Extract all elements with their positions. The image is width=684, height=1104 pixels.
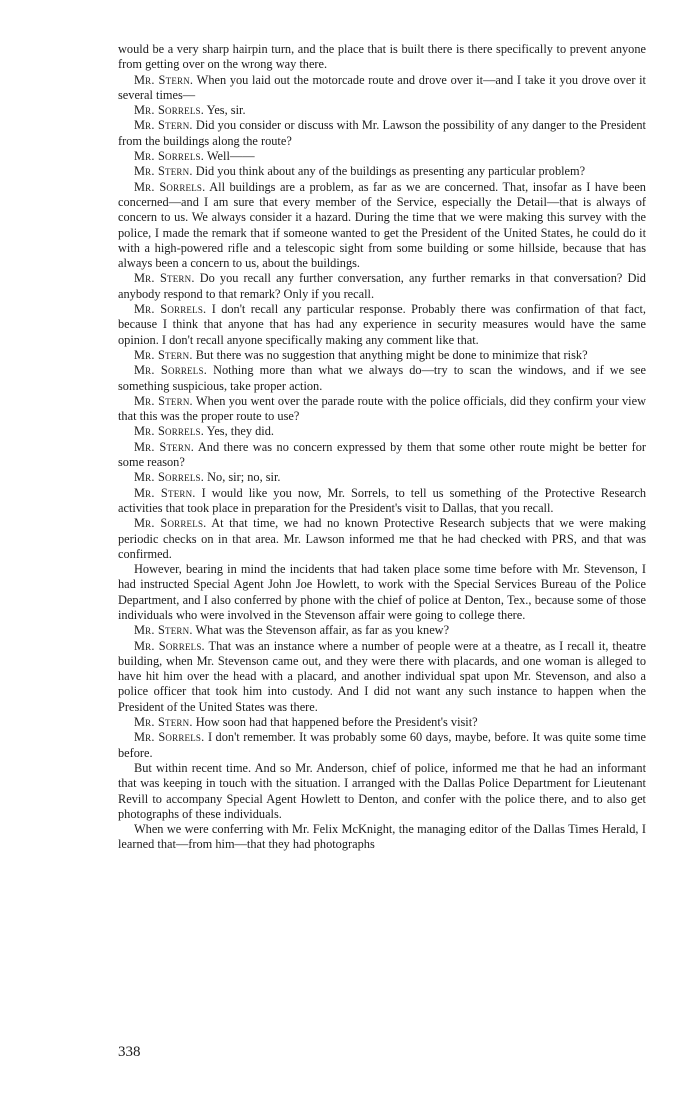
paragraph: Mr. Stern. But there was no suggestion that anything might be done to minimize that risk? xyxy=(134,347,588,362)
speaker: Mr. Stern. xyxy=(134,439,195,454)
speaker: Mr. Stern. xyxy=(134,715,193,730)
speaker: Mr. Sorrels. xyxy=(134,730,205,745)
speaker: Mr. Sorrels. xyxy=(134,424,205,439)
paragraph: Mr. Stern. Do you recall any further conversation, any further remarks in that conversation? Did anybody respond to that remark? Only if you recall. xyxy=(118,271,646,301)
paragraph: Mr. Stern. How soon had that happened before the President's visit? xyxy=(134,715,478,730)
paragraph: Mr. Stern. What was the Stevenson affair, as far as you knew? xyxy=(134,623,450,638)
speaker: Mr. Sorrels. xyxy=(134,149,205,164)
paragraph: Mr. Stern. I would like you now, Mr. Sorrels, to tell us something of the Protective Research activities that took place in preparation for the President's visit to Dallas, that you recall. xyxy=(118,485,646,515)
speaker: Mr. Sorrels. xyxy=(134,179,206,194)
paragraph: Mr. Sorrels. That was an instance where a number of people were at a theatre, as I recall it, theatre building, when Mr. Stevenson came out, and they were there with placards, and one woman is alleged to have hit him over the head with a placard, and another individual spat upon Mr. Stevenson, and also a police officer that took him into custody. And I did not want any such instance to happen when the President of the United States was there. xyxy=(118,638,646,714)
paragraph: Mr. Sorrels. All buildings are a problem, as far as we are concerned. That, insofar as I have been concerned—and I am sure that every member of the Service, especially the Detail—that is always of concern to us. We always consider it a hazard. During the time that we were making this survey with the police, I made the remark that if someone wanted to get the President of the United States, he could do it with a high-powered rifle and a telescopic sight from some building or some hillside, because that has always been a concern to us, about the buildings. xyxy=(118,179,646,271)
document-body xyxy=(118,42,646,853)
paragraph: Mr. Sorrels. Nothing more than what we always do—try to scan the windows, and if we see something suspicious, take proper action. xyxy=(118,363,646,393)
paragraph: Mr. Stern. When you laid out the motorcade route and drove over it—and I take it you drove over it several times— xyxy=(118,72,646,102)
speaker: Mr. Stern. xyxy=(134,485,196,500)
speaker: Mr. Sorrels. xyxy=(134,363,207,378)
paragraph: However, bearing in mind the incidents that had taken place some time before with Mr. Stevenson, I had instructed Special Agent John Joe Howlett, to work with the Special Services Bureau of the Police Department, and I also conferred by phone with the chief of police at Denton, Tex., because some of those individuals who were involved in the Stevenson affair were going to college there. xyxy=(118,562,646,622)
paragraph: Mr. Sorrels. Well—— xyxy=(134,149,255,164)
paragraph: Mr. Stern. Did you think about any of the buildings as presenting any particular problem? xyxy=(134,164,586,179)
speaker: Mr. Stern. xyxy=(134,118,193,133)
paragraph: Mr. Sorrels. At that time, we had no known Protective Research subjects that we were making periodic checks on in that area. Mr. Lawson informed me that he had checked with PRS, and that was confirmed. xyxy=(118,516,646,561)
page-number: 338 xyxy=(118,1044,141,1060)
speaker: Mr. Sorrels. xyxy=(134,302,207,317)
paragraph: Mr. Sorrels. I don't remember. It was probably some 60 days, maybe, before. It was quite some time before. xyxy=(118,730,647,760)
paragraph: Mr. Stern. Did you consider or discuss with Mr. Lawson the possibility of any danger to the President from the buildings along the route? xyxy=(118,118,646,148)
paragraph: When we were conferring with Mr. Felix McKnight, the managing editor of the Dallas Times Herald, I learned that—from him—that they had photographs xyxy=(118,822,646,852)
speaker: Mr. Stern. xyxy=(134,72,194,87)
speaker: Mr. Stern. xyxy=(134,393,193,408)
speaker: Mr. Stern. xyxy=(134,623,193,638)
speaker: Mr. Stern. xyxy=(134,347,193,362)
paragraph: Mr. Sorrels. Yes, they did. xyxy=(134,424,274,439)
paragraph: would be a very sharp hairpin turn, and the place that is built there is there specifically to prevent anyone from getting over on the wrong way there. xyxy=(118,42,646,72)
paragraph: Mr. Sorrels. I don't recall any particular response. Probably there was confirmation of that fact, because I think that anyone that has had any experience in security measures would have the same opinion. I don't recall anyone specifically making any comment like that. xyxy=(118,302,646,347)
speaker: Mr. Stern. xyxy=(134,164,193,179)
speaker: Mr. Sorrels. xyxy=(134,103,205,118)
paragraph: Mr. Stern. And there was no concern expressed by them that some other route might be better for some reason? xyxy=(118,439,646,470)
paragraph: Mr. Sorrels. Yes, sir. xyxy=(134,103,246,118)
speaker: Mr. Stern. xyxy=(134,271,195,286)
paragraph: Mr. Sorrels. No, sir; no, sir. xyxy=(134,470,281,485)
paragraph: But within recent time. And so Mr. Anderson, chief of police, informed me that he had an informant that was keeping in touch with the situation. I arranged with the Dallas Police Department for Lieutenant Revill to accompany Special Agent Howlett to Denton, and confer with the police there, and to also get photographs of these individuals. xyxy=(118,760,646,821)
paragraph: Mr. Stern. When you went over the parade route with the police officials, did they confirm your view that this was the proper route to use? xyxy=(118,393,646,424)
speaker: Mr. Sorrels. xyxy=(134,638,205,653)
speaker: Mr. Sorrels. xyxy=(134,470,205,485)
speaker: Mr. Sorrels. xyxy=(134,516,207,531)
